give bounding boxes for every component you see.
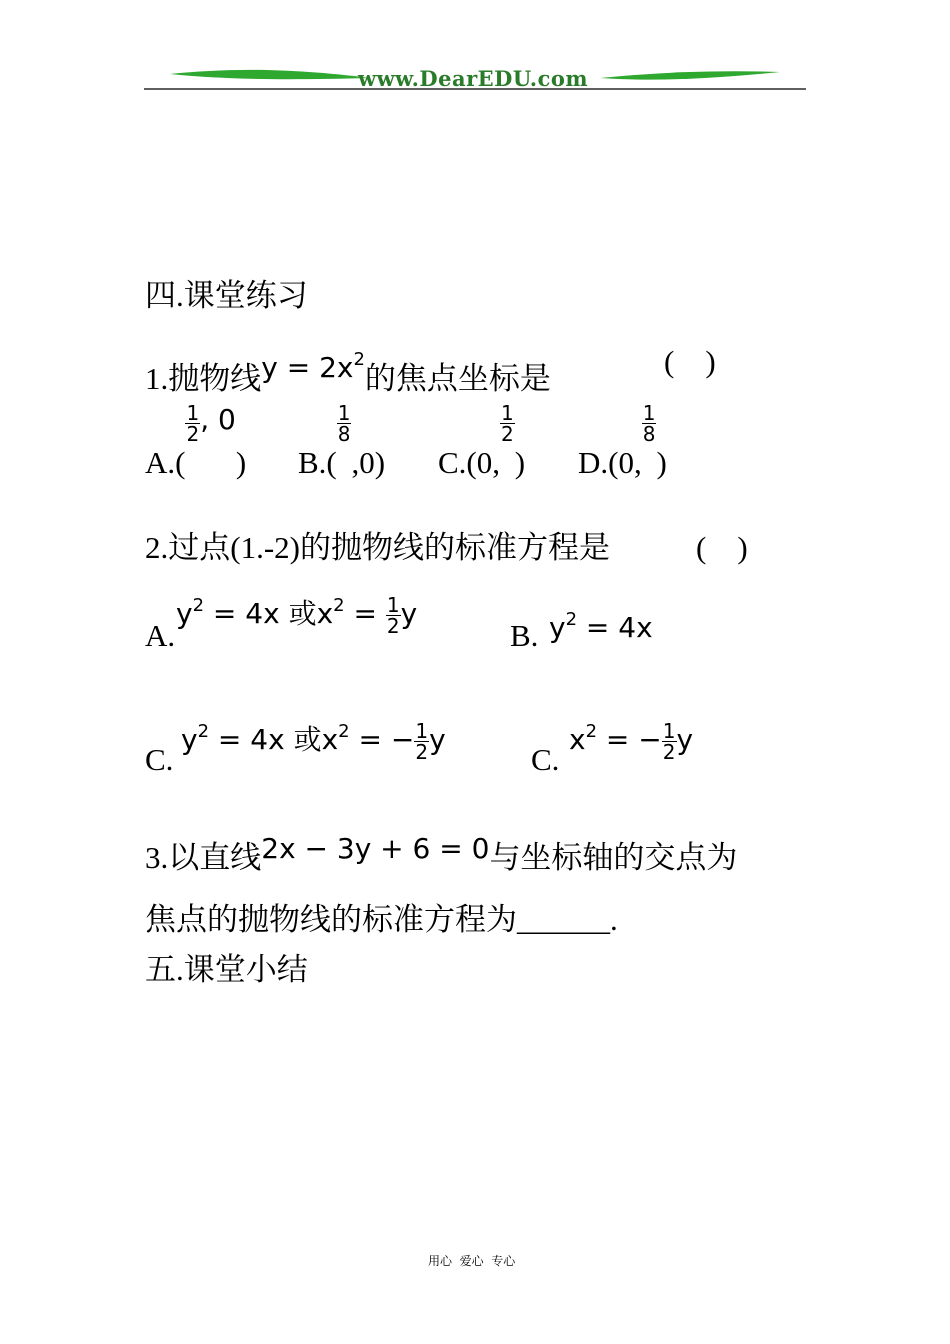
q1-option-d[interactable]: D.(0, $\frac{1}{8}$ ) [578, 401, 667, 480]
footer-text: 用心 爱心 专心 [428, 1254, 516, 1268]
q3-equation: 2x − 3y + 6 = 0 [261, 832, 490, 865]
header-site-name[interactable]: www.DearEDU.com [358, 66, 589, 91]
q2-option-a-equation: $y^2 = 4x$ 或$x^2$ = $\frac{1}{2}$ y [176, 592, 418, 638]
left-leaf-icon [170, 70, 370, 79]
q1-prefix: 1.抛物线 [145, 361, 262, 396]
q1-option-b[interactable]: B.( $\frac{1}{8}$ ,0) [298, 401, 386, 480]
question-3-line-1: 3.以直线2x − 3y + 6 = 0与坐标轴的交点为 [145, 832, 738, 875]
section-title-summary: 五.课堂小结 [145, 952, 308, 987]
question-1-stem [145, 344, 551, 397]
q1-equation: $y = 2x^2$ [261, 349, 365, 384]
q2-option-a-label[interactable]: A. [145, 618, 176, 653]
q2-option-b-label[interactable]: B. [510, 618, 539, 653]
q2-option-b-equation: $y^2 = 4x$ [549, 609, 653, 644]
q1-option-a[interactable]: A.( $\frac{1}{2}$ , 0) [145, 401, 247, 480]
right-leaf-icon [600, 71, 780, 79]
question-2-stem: 2.过点(1.-2)的抛物线的标准方程是 [145, 530, 610, 565]
q1-suffix: 的焦点坐标是 [364, 361, 551, 396]
q2-option-c-label[interactable]: C. [145, 742, 174, 777]
q1-answer-paren[interactable]: ( ) [664, 344, 716, 379]
q2-option-d-equation: $x^2$ = − $\frac{1}{2}$ y [569, 718, 694, 764]
section-title-practice: 四.课堂练习 [145, 278, 308, 313]
q1-option-c[interactable]: C.(0, $\frac{1}{2}$ ) [438, 401, 526, 480]
q2-option-c-equation: $y^2 = 4x$ 或$x^2$ = − $\frac{1}{2}$ y [181, 718, 446, 764]
question-3-line-2: 焦点的抛物线的标准方程为______. [145, 902, 618, 937]
q2-answer-paren[interactable]: ( ) [696, 530, 748, 565]
q2-option-d-label[interactable]: C. [531, 742, 560, 777]
